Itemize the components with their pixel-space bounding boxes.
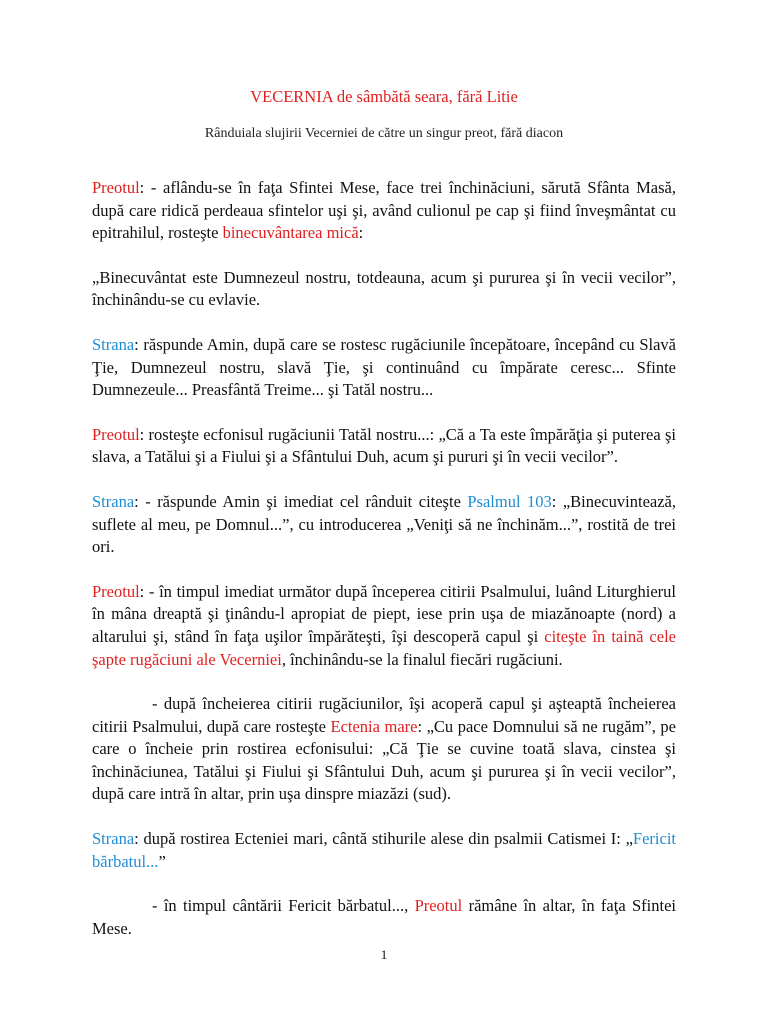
highlighted-text: Preotul	[414, 896, 463, 916]
text-run: : rosteşte ecfonisul rugăciunii Tatăl nostru...: „Că a Ta este împărăţia şi puterea şi slava, a Tatălui şi a Fiului şi a Sfântului Duh, acum şi pururi şi în vecii vecilor”.	[92, 424, 676, 467]
paragraph	[92, 334, 676, 402]
text-run: : după rostirea Ecteniei mari, cântă stihurile alese din psalmii Catismei I: „	[134, 829, 633, 849]
page-number: 1	[380, 947, 388, 962]
highlighted-text: citeşte în taină cele şapte rugăciuni ale Vecerniei	[92, 626, 676, 669]
text-run: - în timpul cântării Fericit bărbatul...,	[152, 896, 415, 916]
text-run: : - aflându-se în faţa Sfintei Mese, face trei închinăciuni, sărută Sfânta Masă, după care ridică perdeaua sfintelor uşi şi, având culionul pe cap şi fiind înveşmântat cu epitrahilul, rosteşte	[92, 178, 676, 243]
text-run: : răspunde Amin, după care se rostesc rugăciunile începătoare, începând cu Slavă Ţie, Dumnezeul nostru, slavă Ţie, şi continuând cu împărate ceresc... Sfinte Dumnezeule... Preasfântă Treime... şi Tatăl nostru...	[92, 334, 676, 400]
highlighted-text: Preotul	[92, 424, 140, 444]
highlighted-text: Preotul	[92, 581, 140, 601]
highlighted-text: Strana	[92, 491, 135, 511]
document-subtitle: Rânduiala slujirii Vecerniei de către un singur preot, fără diacon	[204, 126, 564, 141]
paragraph	[92, 895, 676, 940]
paragraph	[92, 267, 676, 312]
highlighted-text: Strana	[92, 829, 135, 849]
text-run: : - răspunde Amin şi imediat cel rânduit citeşte	[134, 491, 468, 511]
document-title: VECERNIA de sâmbătă seara, fără Litie	[250, 87, 518, 106]
paragraph	[92, 491, 676, 559]
text-run: ”	[158, 851, 166, 871]
highlighted-text: Ectenia mare	[330, 716, 418, 736]
text-run: - după încheierea citirii rugăciunilor, îşi acoperă capul şi aşteaptă încheierea citirii Psalmului, după care rosteşte	[92, 694, 676, 736]
text-run: : „Binecuvintează, suflete al meu, pe Domnul...”, cu introducerea „Veniţi să ne închinăm...”, rostită de trei ori.	[92, 491, 676, 557]
document-body	[92, 177, 676, 962]
text-run: , închinându-se la finalul fiecări rugăciuni.	[281, 649, 563, 669]
paragraph	[92, 828, 676, 873]
text-run: :	[358, 223, 364, 243]
highlighted-text: Preotul	[92, 178, 140, 197]
text-run: : - în timpul imediat următor după începerea citirii Psalmului, luând Liturghierul în mâna dreaptă şi ţinându-l apropiat de piept, iese prin uşa de miazănoapte (nord) a altarului şi, stând în faţa uşilor împărăteşti, îşi descoperă capul şi	[92, 581, 676, 646]
highlighted-text: Strana	[92, 334, 135, 354]
paragraph	[92, 177, 676, 245]
text-run: : „Cu pace Domnului să ne rugăm”, pe care o încheie prin rostirea ecfonisului: „Că Ţie se cuvine toată slava, cinstea şi închinăciunea, Tatălui şi Fiului şi Sfântului Duh, acum şi pururea şi în vecii vecilor”, după care intră în altar, prin uşa dinspre miazăzi (sud).	[92, 716, 676, 804]
text-run: „Binecuvântat este Dumnezeul nostru, totdeauna, acum şi pururea şi în vecii vecilor”, închinându-se cu evlavie.	[92, 267, 676, 310]
highlighted-text: binecuvântarea mică	[222, 223, 359, 243]
paragraph	[92, 581, 676, 671]
highlighted-text: Fericit bărbatul...	[92, 829, 676, 871]
text-run: rămâne în altar, în faţa Sfintei Mese.	[92, 896, 676, 938]
paragraph	[92, 424, 676, 469]
highlighted-text: Psalmul 103	[467, 491, 552, 511]
paragraph	[92, 693, 676, 806]
